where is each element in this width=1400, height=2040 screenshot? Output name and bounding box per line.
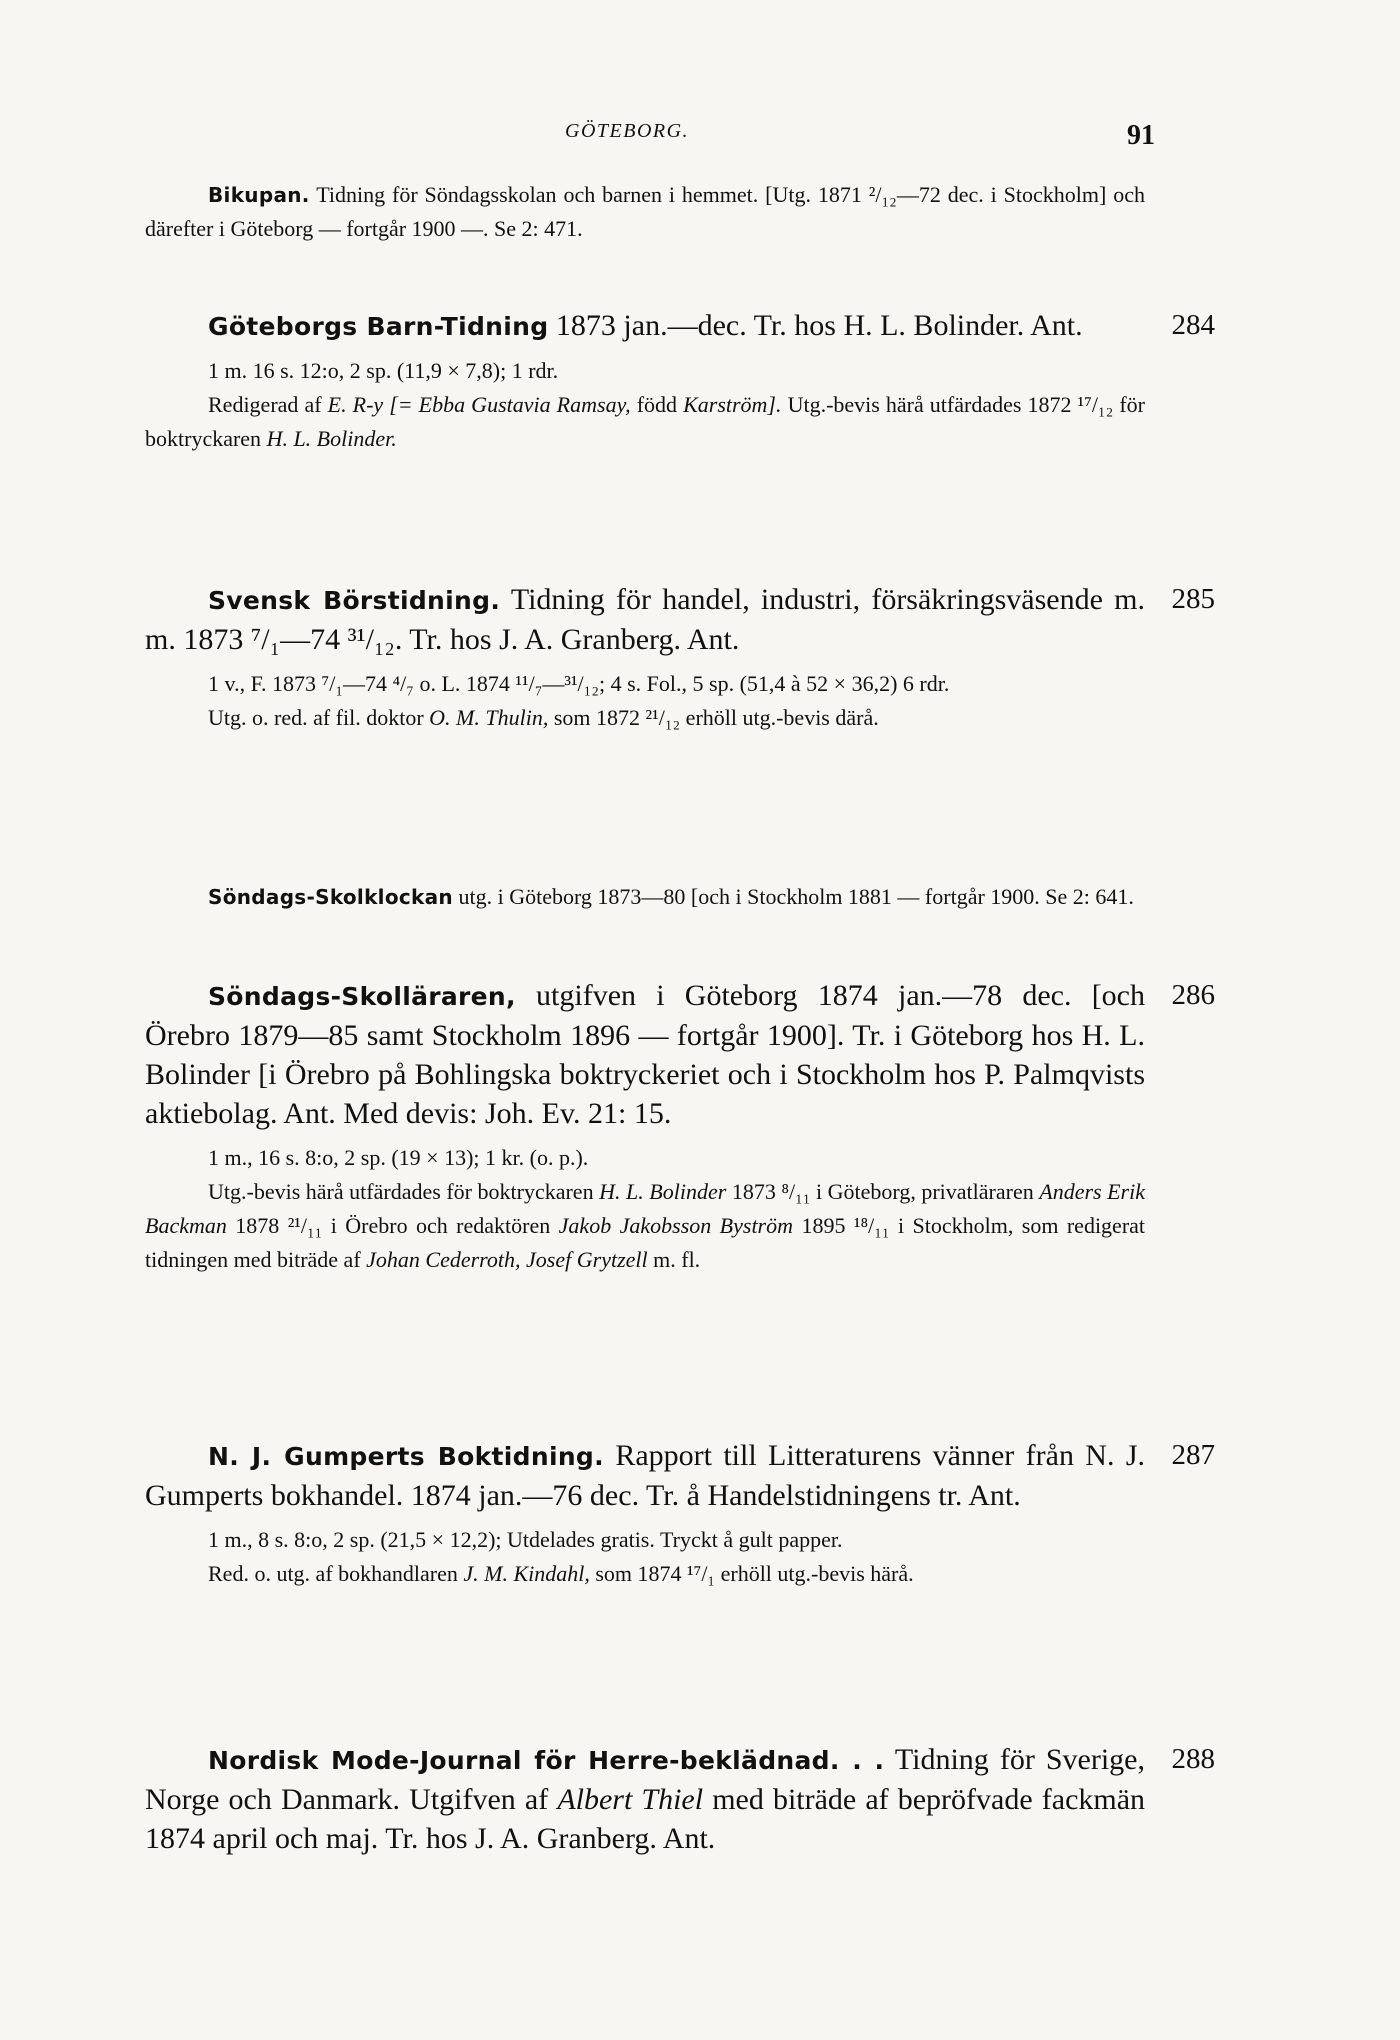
note-name: Johan Cederroth, Josef Grytzell — [366, 1247, 648, 1272]
entry-format: 1 m., 8 s. 8:o, 2 sp. (21,5 × 12,2); Utdelades gratis. Tryckt å gult papper. — [208, 1527, 843, 1552]
note-name: Karström]. — [683, 392, 782, 417]
entry-title: Göteborgs Barn-Tidning — [208, 312, 549, 341]
entry-note — [145, 701, 1145, 735]
entry-paragraph — [145, 1740, 1145, 1858]
entry-note — [145, 1557, 1145, 1591]
note-text: Red. o. utg. af bokhandlaren — [208, 1561, 458, 1586]
entry-paragraph — [145, 880, 1145, 914]
entry-number: 284 — [1171, 309, 1215, 341]
entry-title: Bikupan. — [208, 183, 310, 207]
note-text: 1873 ⁸/₁₁ i Göteborg, privatläraren — [731, 1179, 1034, 1204]
entry-number: 288 — [1171, 1743, 1215, 1775]
note-text: 1878 ²¹/₁₁ i Örebro och redaktören — [235, 1213, 551, 1238]
entry-paragraph — [145, 306, 1145, 346]
entry-note — [145, 1175, 1145, 1277]
note-text: född — [636, 392, 678, 417]
note-name: O. M. Thulin, — [429, 705, 549, 730]
entry-note — [145, 388, 1145, 456]
note-name: Anders Erik Backman — [145, 1179, 1145, 1238]
entry-number: 285 — [1171, 583, 1215, 615]
entry-287 — [145, 1436, 1215, 1591]
note-name: Jakob Jakobsson Byström — [558, 1213, 794, 1238]
entry-text: Tidning för handel, industri, försäkringsväsende m. m. 1873 ⁷/₁—74 ³¹/₁₂. Tr. hos J. A. Granberg. Ant. — [145, 583, 1145, 656]
page-header — [145, 112, 1155, 152]
entry-sondags-skolklockan — [145, 880, 1145, 914]
entry-paragraph — [145, 178, 1145, 246]
note-text: som 1874 ¹⁷/₁ erhöll utg.-bevis härå. — [595, 1561, 914, 1586]
entry-text: Rapport till Litteraturens vänner från N. J. Gumperts bokhandel. 1874 jan.—76 dec. Tr. å Handelstidningens tr. Ant. — [145, 1439, 1146, 1512]
entry-format: 1 v., F. 1873 ⁷/₁—74 ⁴/₇ o. L. 1874 ¹¹/₇—³¹/₁₂; 4 s. Fol., 5 sp. (51,4 à 52 × 36,2) 6 rdr. — [208, 671, 950, 696]
entry-title: Nordisk Mode-Journal för Herre-beklädnad. . . — [208, 1746, 885, 1775]
note-name: E. R-y [= Ebba Gustavia Ramsay, — [327, 392, 631, 417]
note-name: H. L. Bolinder. — [266, 426, 397, 451]
entry-title: N. J. Gumperts Boktidning. — [208, 1442, 604, 1471]
entry-format: 1 m., 16 s. 8:o, 2 sp. (19 × 13); 1 kr. (o. p.). — [208, 1145, 589, 1170]
entry-text: utg. i Göteborg 1873—80 [och i Stockholm 1881 — fortgår 1900. Se 2: 641. — [458, 884, 1134, 909]
entry-paragraph — [145, 976, 1145, 1133]
entry-number: 286 — [1171, 979, 1215, 1011]
note-text: 1895 ¹⁸/₁₁ i Stockholm, som redigerat tidningen med biträde af — [145, 1213, 1146, 1272]
entry-bikupan — [145, 178, 1145, 246]
entry-288 — [145, 1740, 1215, 1858]
note-text: Utg. o. red. af fil. doktor — [208, 705, 424, 730]
entry-number: 287 — [1171, 1439, 1215, 1471]
entry-text: med biträde af bepröfvade fackmän 1874 april och maj. Tr. hos J. A. Granberg. Ant. — [145, 1783, 1146, 1855]
entry-text: Tidning för Söndagsskolan och barnen i hemmet. [Utg. 1871 ²/₁₂—72 dec. i Stockholm] och därefter i Göteborg — fortgår 1900 —. Se 2: 471. — [145, 182, 1145, 241]
note-text: Utg.-bevis härå utfärdades för boktryckaren — [208, 1179, 594, 1204]
note-text: Utg.-bevis härå utfärdades 1872 ¹⁷/₁₂ för boktryckaren — [145, 392, 1145, 451]
entry-editor: Albert Thiel — [557, 1783, 704, 1816]
entry-paragraph — [145, 1436, 1145, 1515]
entry-286 — [145, 976, 1215, 1277]
note-text: som 1872 ²¹/₁₂ erhöll utg.-bevis därå. — [553, 705, 879, 730]
entry-title: Söndags-Skolklockan — [208, 885, 453, 909]
entry-284 — [145, 306, 1215, 456]
page-number: 91 — [1127, 120, 1155, 151]
entry-285 — [145, 580, 1215, 735]
entry-paragraph — [145, 580, 1145, 659]
note-name: J. M. Kindahl, — [463, 1561, 590, 1586]
note-text: m. fl. — [653, 1247, 701, 1272]
note-name: H. L. Bolinder — [599, 1179, 727, 1204]
entry-title: Svensk Börstidning. — [208, 586, 501, 615]
entry-text: Tidning för Sverige, Norge och Danmark. Utgifven af — [145, 1743, 1145, 1816]
running-head: GÖTEBORG. — [565, 120, 690, 142]
note-text: Redigerad af — [208, 392, 322, 417]
entry-text: utgifven i Göteborg 1874 jan.—78 dec. [och Örebro 1879—85 samt Stockholm 1896 — fortgår 1900]. Tr. i Göteborg hos H. L. Bolinder [i Örebro på Bohlingska boktryckeriet och i Stockholm hos P. Palmqvists aktiebolag. Ant. Med devis: Joh. Ev. 21: 15. — [145, 979, 1145, 1130]
entry-text: 1873 jan.—dec. Tr. hos H. L. Bolinder. Ant. — [555, 309, 1083, 342]
entry-title: Söndags-Skolläraren, — [208, 982, 516, 1011]
entry-format: 1 m. 16 s. 12:o, 2 sp. (11,9 × 7,8); 1 rdr. — [208, 358, 559, 383]
